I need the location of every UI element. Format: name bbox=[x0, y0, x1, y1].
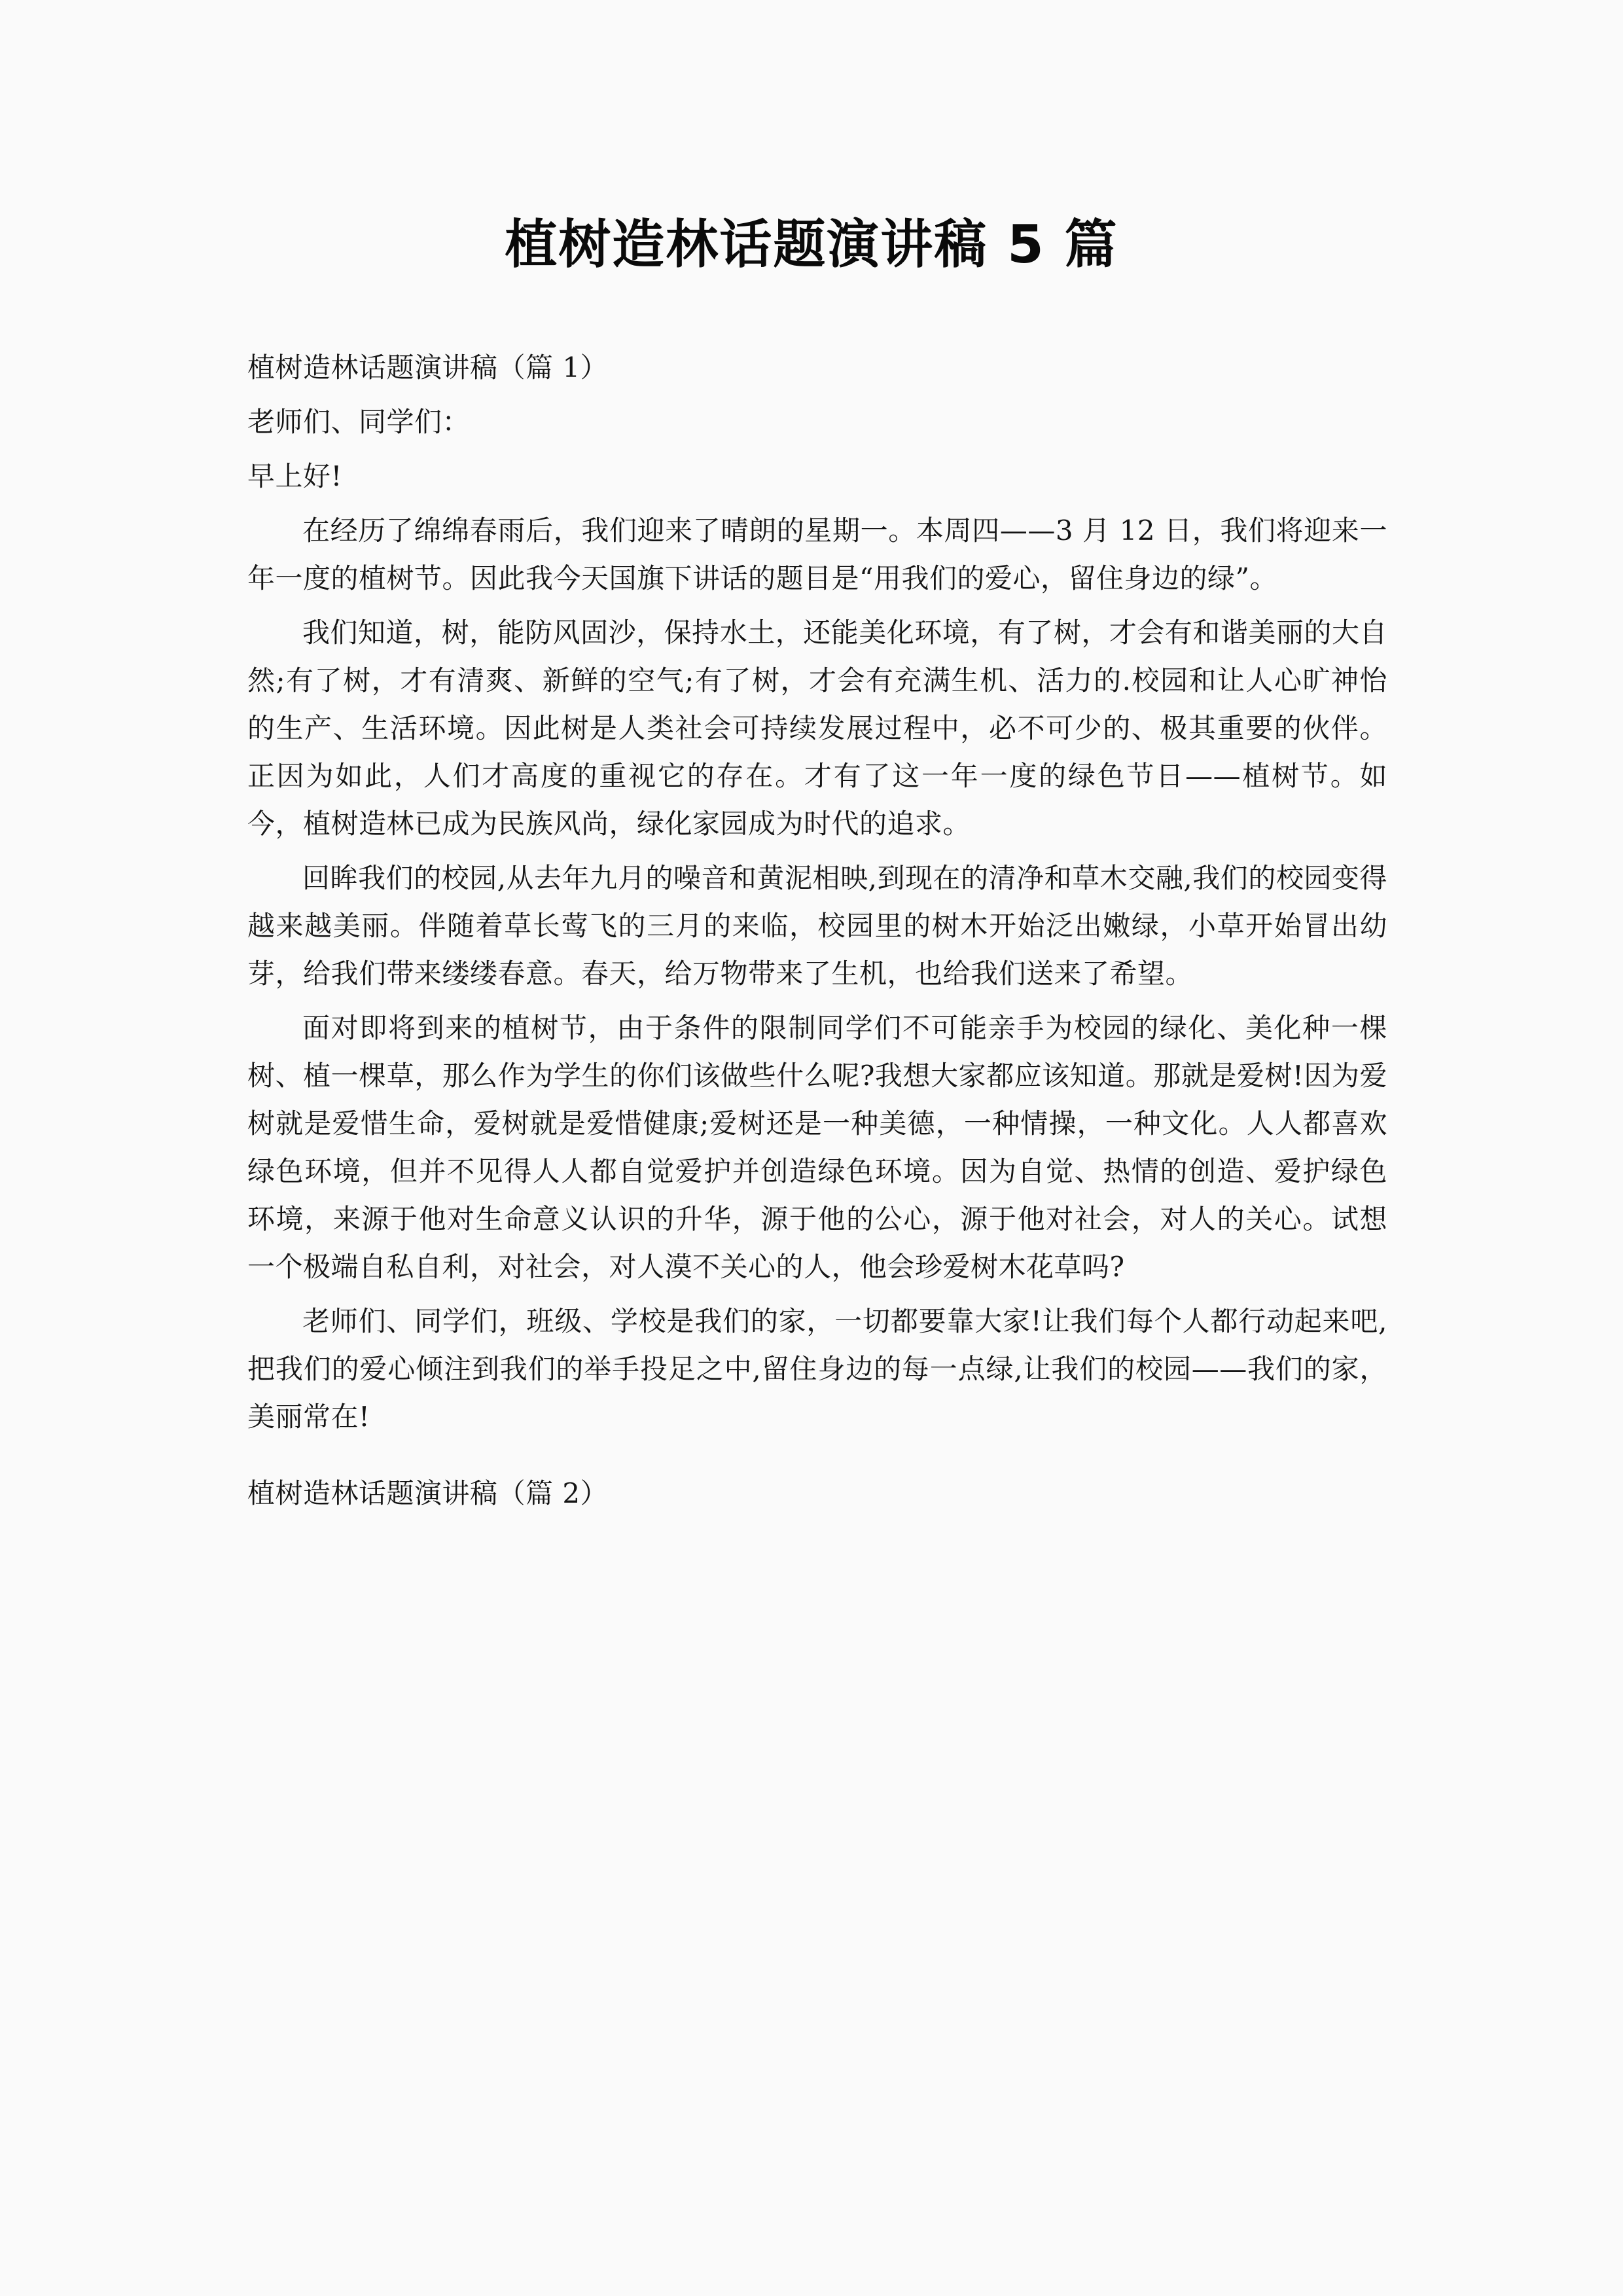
greeting-line: 早上好! bbox=[247, 460, 342, 492]
body-paragraph-2: 我们知道，树，能防风固沙，保持水土，还能美化环境，有了树，才会有和谐美丽的大自然;有了树，才有清爽、新鲜的空气;有了树，才会有充满生机、活力的.校园和让人心旷神怡的生产、生活环境。因此树是人类社会可持续发展过程中，必不可少的、极其重要的伙伴。正因为如此，人们才高度的重视它的存在。才有了这一年一度的绿色节日——植树节。如今，植树造林已成为民族风尚，绿化家园成为时代的追求。 bbox=[247, 617, 1387, 840]
section-heading-1: 植树造林话题演讲稿（篇 1） bbox=[247, 351, 609, 384]
body-paragraph-4: 面对即将到来的植树节，由于条件的限制同学们不可能亲手为校园的绿化、美化种一棵树、植一棵草，那么作为学生的你们该做些什么呢?我想大家都应该知道。那就是爱树!因为爱树就是爱惜生命，爱树就是爱惜健康;爱树还是一种美德，一种情操，一种文化。人人都喜欢绿色环境，但并不见得人人都自觉爱护并创造绿色环境。因为自觉、热情的创造、爱护绿色环境，来源于他对生命意义认识的升华，源于他的公心，源于他对社会，对人的关心。试想一个极端自私自利，对社会，对人漠不关心的人，他会珍爱树木花草吗? bbox=[247, 1012, 1387, 1283]
salutation-line: 老师们、同学们： bbox=[247, 406, 471, 438]
body-paragraph-1: 在经历了绵绵春雨后，我们迎来了晴朗的星期一。本周四——3 月 12 日，我们将迎来一年一度的植树节。因此我今天国旗下讲话的题目是“用我们的爱心，留住身边的绿”。 bbox=[247, 514, 1387, 594]
body-paragraph-3: 回眸我们的校园,从去年九月的噪音和黄泥相映,到现在的清净和草木交融,我们的校园变得越来越美丽。伴随着草长莺飞的三月的来临，校园里的树木开始泛出嫩绿，小草开始冒出幼芽，给我们带来缕缕春意。春天，给万物带来了生机，也给我们送来了希望。 bbox=[247, 862, 1387, 990]
body-paragraph-5: 老师们、同学们，班级、学校是我们的家，一切都要靠大家!让我们每个人都行动起来吧,把我们的爱心倾注到我们的举手投足之中,留住身边的每一点绿,让我们的校园——我们的家，美丽常在! bbox=[247, 1305, 1387, 1433]
section-heading-2: 植树造林话题演讲稿（篇 2） bbox=[247, 1477, 609, 1509]
page-title: 植树造林话题演讲稿 5 篇 bbox=[505, 213, 1118, 275]
document-body bbox=[247, 344, 1387, 1517]
